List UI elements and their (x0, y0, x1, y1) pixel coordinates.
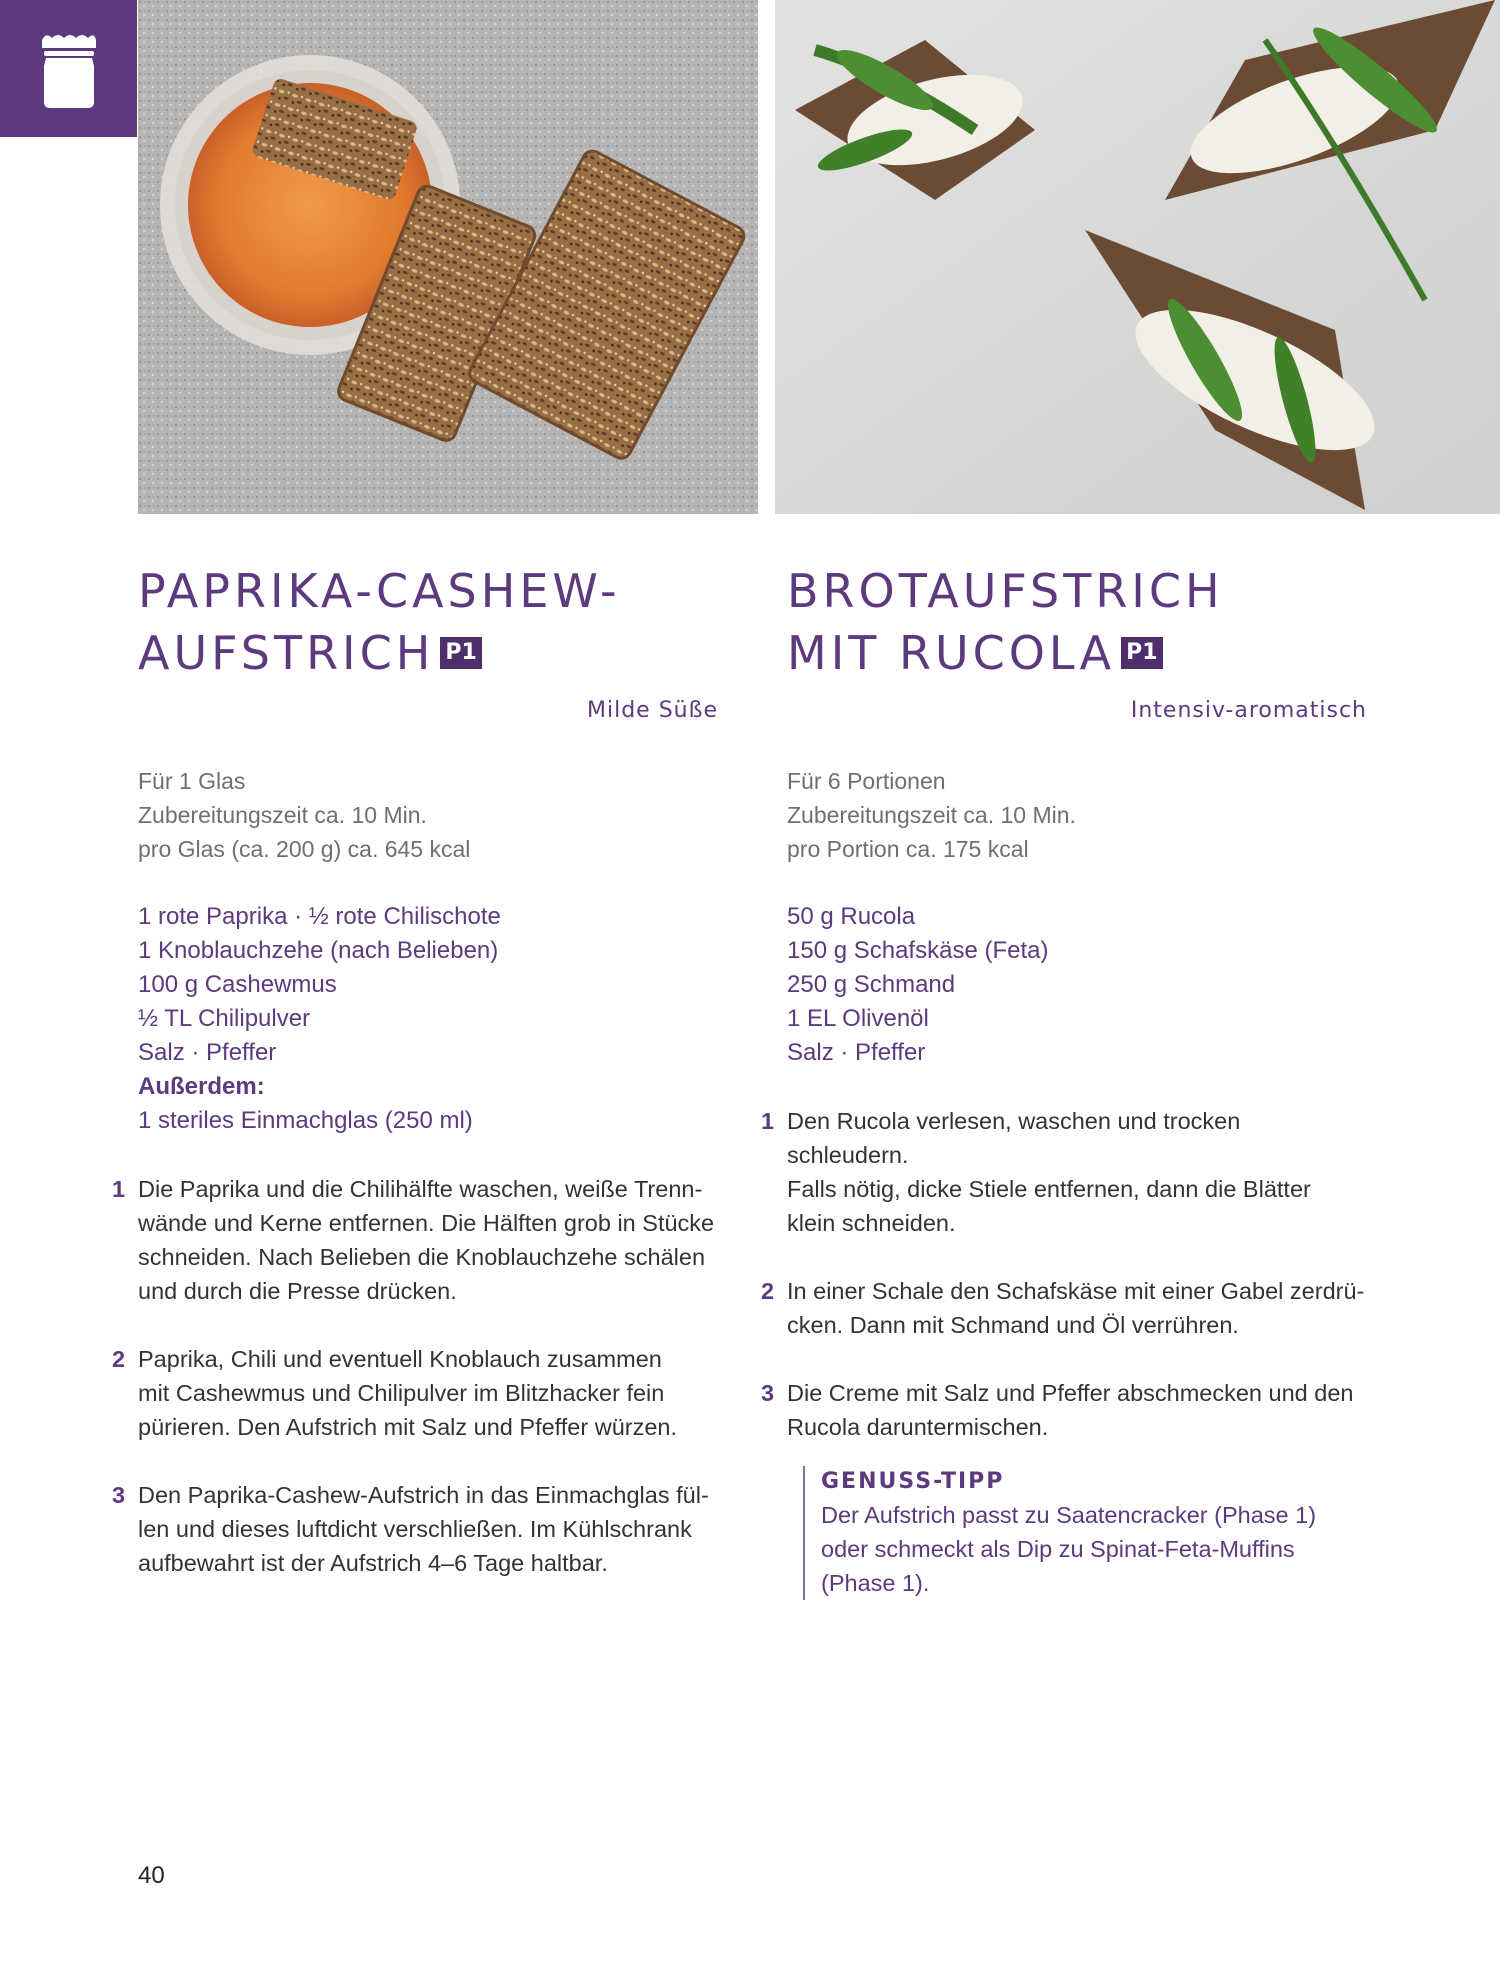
step-line: mit Cashewmus und Chilipulver im Blitzhacker fein (138, 1380, 665, 1406)
tip-line: oder schmeckt als Dip zu Spinat-Feta-Muffins (821, 1536, 1295, 1562)
step-number: 3 (761, 1380, 775, 1406)
step-line: Paprika, Chili und eventuell Knoblauch zusammen (138, 1346, 662, 1372)
calories: pro Glas (ca. 200 g) ca. 645 kcal (138, 836, 471, 862)
step-line: und durch die Presse drücken. (138, 1278, 457, 1304)
prep-time: Zubereitungszeit ca. 10 Min. (787, 802, 1076, 828)
step (761, 1376, 1367, 1444)
recipe-title-line: AUFSTRICH (138, 626, 435, 680)
step-line: Den Rucola verlesen, waschen und trocken schleudern. (787, 1108, 1241, 1168)
recipe-meta (787, 764, 1367, 866)
step-list (112, 1172, 718, 1580)
step-line: Den Paprika-Cashew-Aufstrich in das Einmachglas fül- (138, 1482, 709, 1508)
step-line: cken. Dann mit Schmand und Öl verrühren. (787, 1312, 1239, 1338)
step-line: len und dieses luftdicht verschließen. Im Kühlschrank (138, 1516, 692, 1542)
recipe-tagline: Milde Süße (587, 698, 718, 723)
step-number: 1 (112, 1176, 126, 1202)
step-line: pürieren. Den Aufstrich mit Salz und Pfeffer würzen. (138, 1414, 678, 1440)
step-line: Die Paprika und die Chilihälfte waschen, weiße Trenn- (138, 1176, 703, 1202)
step-line: wände und Kerne entfernen. Die Hälften grob in Stücke (138, 1210, 715, 1236)
step (112, 1172, 718, 1308)
ingredient: Salz · Pfeffer (787, 1039, 926, 1066)
ingredient-list (787, 900, 1367, 1070)
ingredient: 1 EL Olivenöl (787, 1005, 929, 1032)
calories: pro Portion ca. 175 kcal (787, 836, 1029, 862)
recipe-title (138, 560, 718, 684)
step-number: 2 (112, 1346, 126, 1372)
step-line: klein schneiden. (787, 1210, 956, 1236)
ingredient: 50 g Rucola (787, 903, 916, 930)
step (761, 1274, 1367, 1342)
recipe-bread-spread-rucola (761, 560, 1367, 1600)
ingredient-list (138, 900, 718, 1138)
photo-paprika-cashew-spread (138, 0, 758, 514)
phase-badge: P1 (1121, 637, 1162, 669)
step-line: Rucola daruntermischen. (787, 1414, 1049, 1440)
tip-line: (Phase 1). (821, 1570, 930, 1596)
ingredient: ½ TL Chilipulver (138, 1005, 311, 1032)
step-line: schneiden. Nach Belieben die Knoblauchzehe schälen (138, 1244, 706, 1270)
step-line: In einer Schale den Schafskäse mit einer Gabel zerdrü- (787, 1278, 1365, 1304)
recipe-tagline: Intensiv-aromatisch (1130, 698, 1367, 723)
ingredient: 100 g Cashewmus (138, 971, 337, 998)
recipe-title-line: MIT RUCOLA (787, 626, 1116, 680)
recipe-meta (138, 764, 718, 866)
ingredient: 150 g Schafskäse (Feta) (787, 937, 1049, 964)
servings: Für 6 Portionen (787, 768, 946, 794)
tip-box (803, 1466, 1367, 1600)
servings: Für 1 Glas (138, 768, 246, 794)
step-number: 3 (112, 1482, 126, 1508)
step (112, 1342, 718, 1444)
page-number: 40 (138, 1862, 165, 1889)
phase-badge: P1 (440, 637, 481, 669)
tip-title: GENUSS-TIPP (821, 1469, 1005, 1494)
step-list (761, 1104, 1367, 1444)
ingredient: 1 Knoblauchzehe (nach Belieben) (138, 937, 499, 964)
step-number: 2 (761, 1278, 775, 1304)
jar-icon (38, 30, 100, 110)
step-line: aufbewahrt ist der Aufstrich 4–6 Tage haltbar. (138, 1550, 608, 1576)
photo-bread-spread-rucola (775, 0, 1500, 514)
extra-label: Außerdem: (138, 1073, 265, 1100)
step-line: Die Creme mit Salz und Pfeffer abschmecken und den (787, 1380, 1354, 1406)
recipe-paprika-cashew (112, 560, 718, 1614)
recipe-title (787, 560, 1367, 684)
prep-time: Zubereitungszeit ca. 10 Min. (138, 802, 427, 828)
step-line: Falls nötig, dicke Stiele entfernen, dann die Blätter (787, 1176, 1311, 1202)
step (761, 1104, 1367, 1240)
ingredient: 250 g Schmand (787, 971, 956, 998)
ingredient: Salz · Pfeffer (138, 1039, 277, 1066)
recipe-title-line: PAPRIKA-CASHEW- (138, 564, 621, 618)
tip-line: Der Aufstrich passt zu Saatencracker (Phase 1) (821, 1502, 1317, 1528)
step (112, 1478, 718, 1580)
ingredient: 1 steriles Einmachglas (250 ml) (138, 1107, 473, 1134)
step-number: 1 (761, 1108, 775, 1134)
ingredient: 1 rote Paprika · ½ rote Chilischote (138, 903, 501, 930)
recipe-title-line: BROTAUFSTRICH (787, 564, 1224, 618)
section-tab (0, 0, 137, 137)
